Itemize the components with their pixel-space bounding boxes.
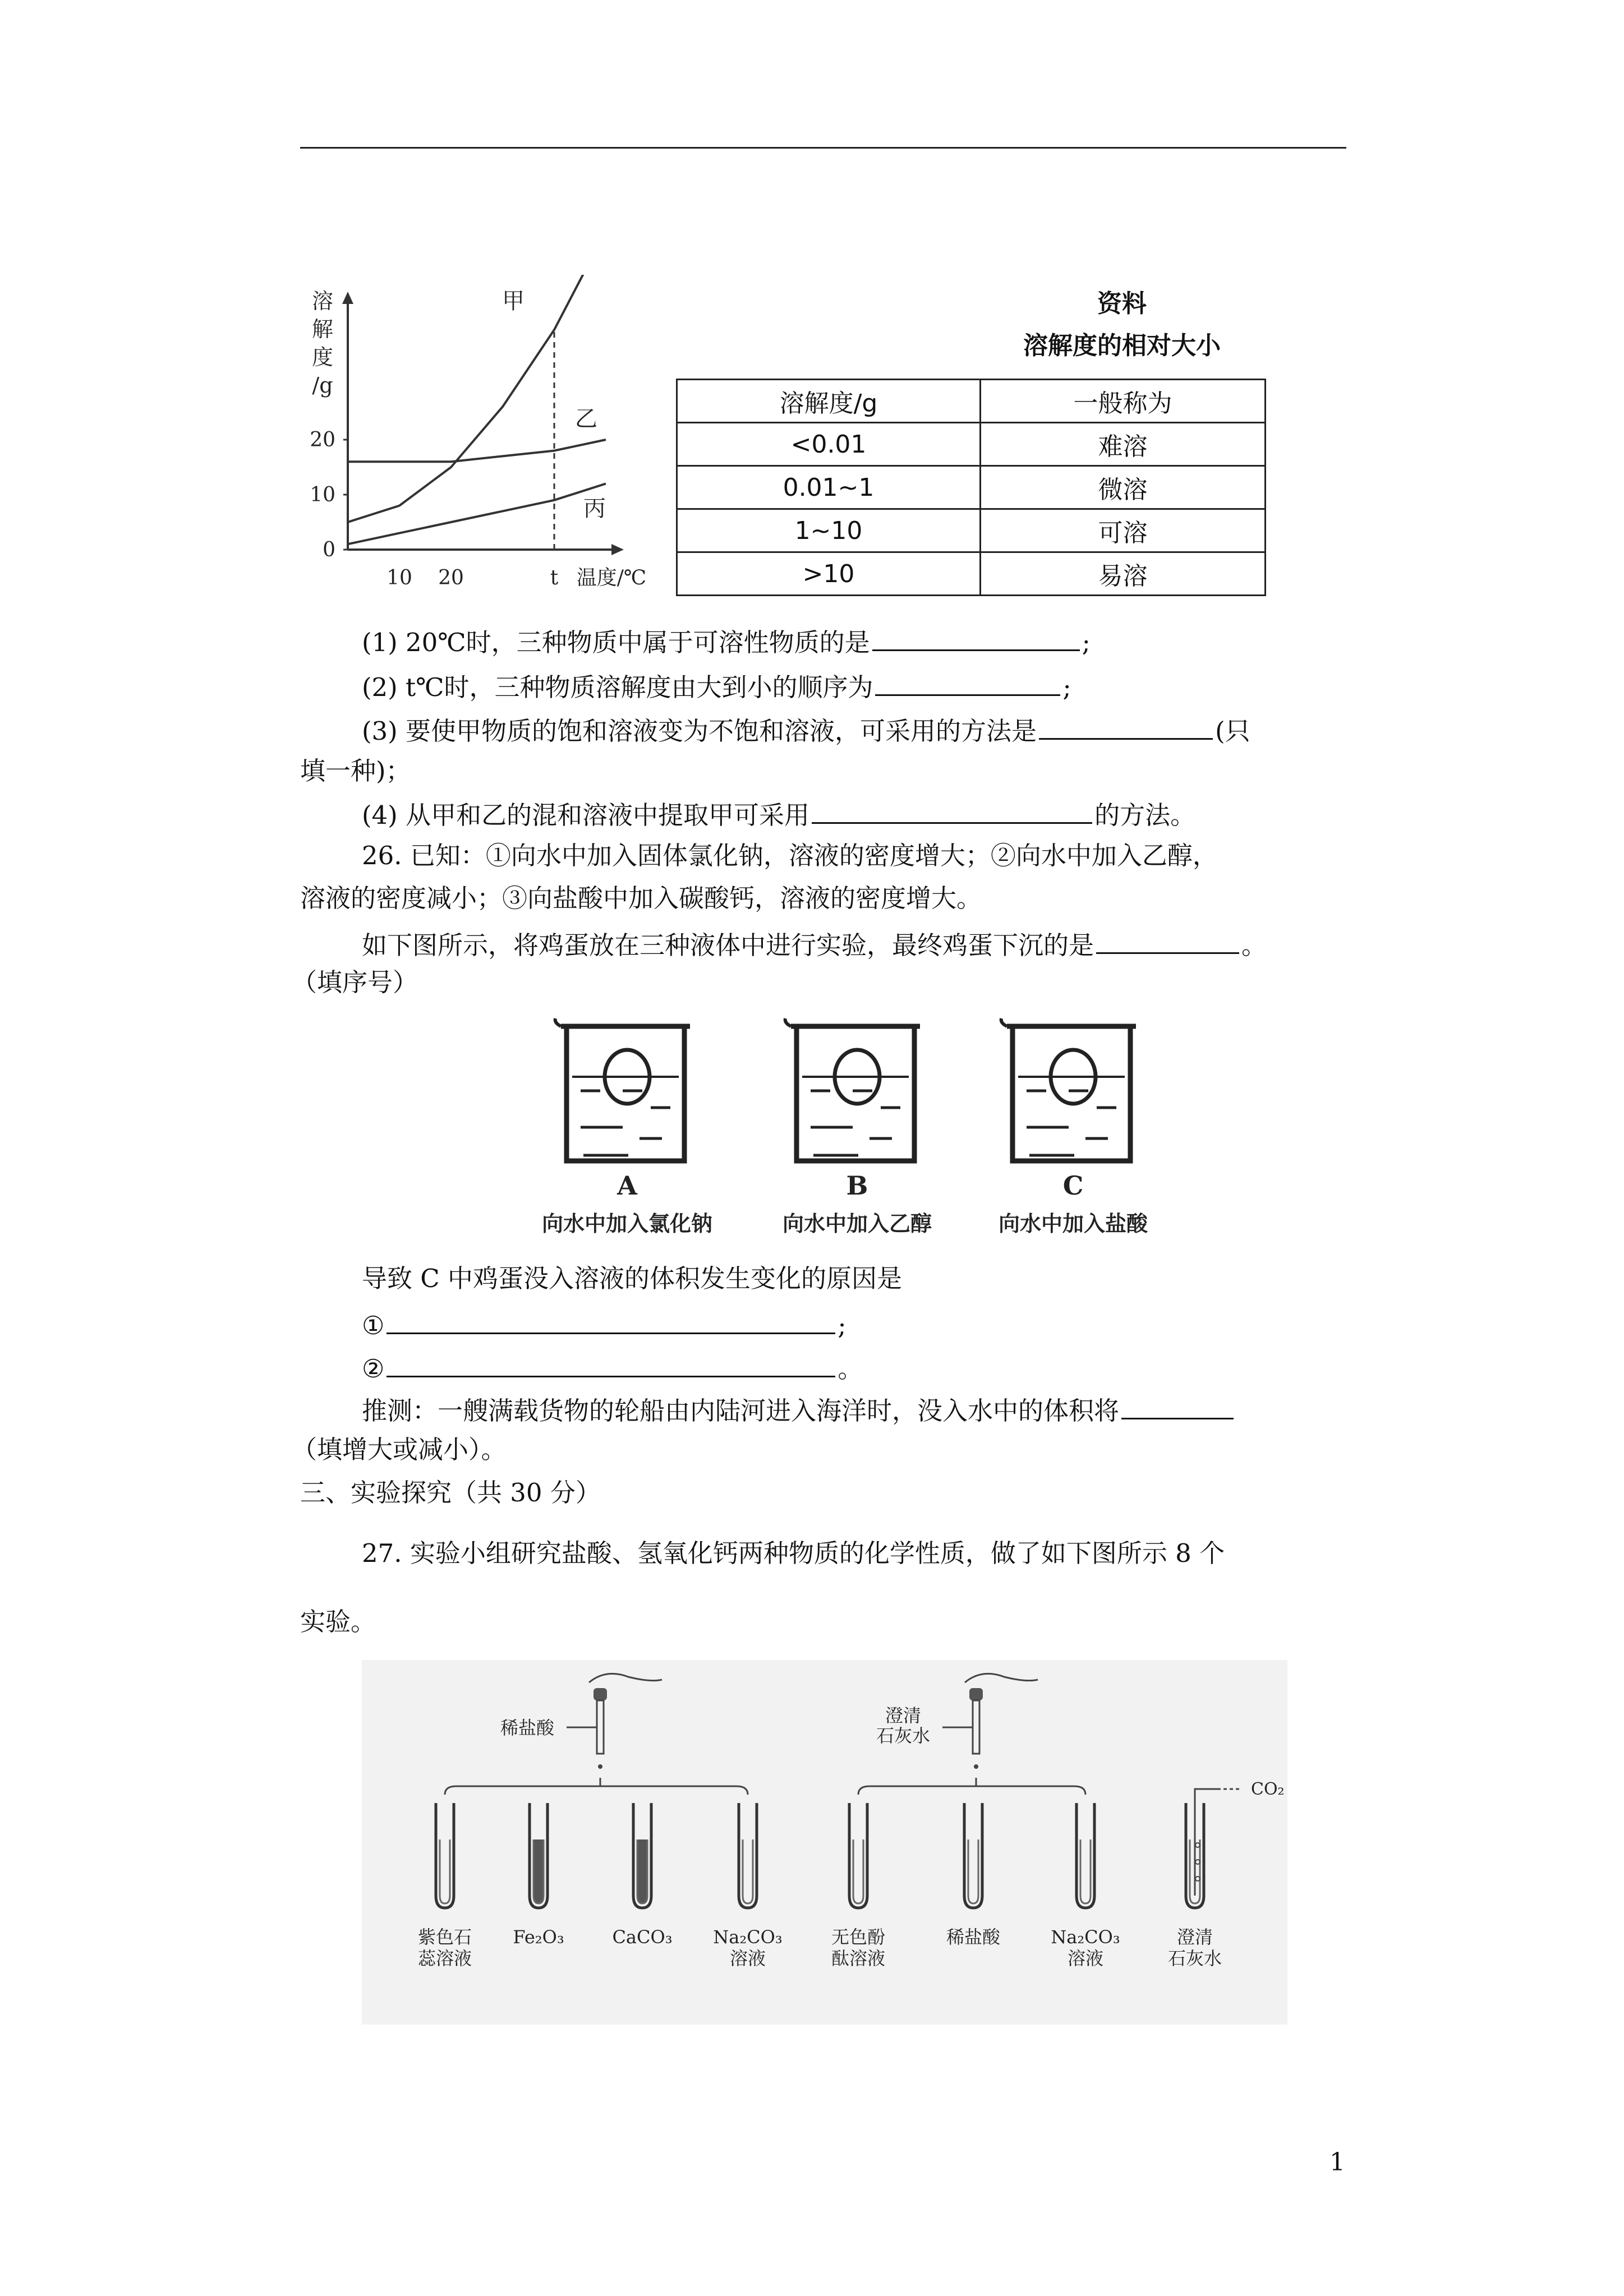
section-heading: 三、实验探究（共 30 分） — [300, 1478, 601, 1507]
header-cell: 溶解度/g — [677, 380, 981, 423]
answer-blank[interactable] — [1121, 1391, 1234, 1419]
test-tube — [436, 1803, 454, 1908]
tube-label: 无色酚 — [831, 1926, 886, 1948]
hand — [965, 1673, 1038, 1682]
dropper-bulb — [969, 1688, 983, 1700]
dropper-tube — [973, 1700, 979, 1754]
q26-reason-2: ② 。 — [362, 1349, 863, 1386]
tube-label: 稀盐酸 — [946, 1926, 1001, 1948]
q26-line4: （填序号） — [292, 967, 418, 997]
tube-label: 石灰水 — [1167, 1948, 1222, 1969]
series-line — [348, 275, 606, 522]
table-cell: 易溶 — [981, 552, 1266, 596]
table-cell: 0.01~1 — [677, 466, 981, 509]
series-label: 甲 — [502, 288, 525, 314]
y-axis-arrow — [342, 292, 353, 304]
q25-part4: (4) 从甲和乙的混和溶液中提取甲可采用 的方法。 — [362, 795, 1195, 832]
page-number: 1 — [1329, 2148, 1345, 2177]
experiment-figure — [362, 1660, 1287, 2025]
q25-part1: (1) 20℃时，三种物质中属于可溶性物质的是 ; — [362, 623, 1091, 660]
dropper-label: 稀盐酸 — [500, 1717, 555, 1739]
tube-label: Na₂CO₃ — [1051, 1926, 1120, 1948]
table-cell: 1~10 — [677, 509, 981, 552]
y-axis-label: 溶 — [311, 289, 334, 313]
beaker — [561, 1026, 690, 1161]
series-line — [348, 440, 606, 462]
q26-reason-1: ① ; — [362, 1306, 846, 1343]
answer-blank[interactable] — [387, 1349, 835, 1377]
series-label: 乙 — [575, 406, 597, 432]
table-cell: 难溶 — [981, 423, 1266, 466]
table-cell: 微溶 — [981, 466, 1266, 509]
beaker-letter: A — [617, 1170, 637, 1201]
test-tube — [964, 1803, 982, 1908]
x-tick-label: 20 — [438, 566, 464, 589]
x-axis-arrow — [611, 544, 624, 555]
answer-blank[interactable] — [387, 1306, 835, 1334]
table-cell: <0.01 — [677, 423, 981, 466]
branch-line — [858, 1778, 1085, 1795]
series-label: 丙 — [583, 496, 606, 522]
q25-part2: (2) t℃时，三种物质溶解度由大到小的顺序为 ; — [362, 667, 1071, 704]
tube-liquid — [968, 1839, 978, 1903]
beaker-caption: 向水中加入乙醇 — [782, 1211, 932, 1236]
beaker-spout — [555, 1018, 561, 1026]
y-tick-label: 10 — [310, 483, 335, 506]
beaker-letter: B — [846, 1170, 868, 1201]
answer-blank[interactable] — [872, 623, 1080, 651]
resource-title: 资料 — [1097, 289, 1147, 318]
beaker-spout — [785, 1018, 791, 1026]
dropper-bulb — [594, 1688, 607, 1700]
series-line — [348, 483, 606, 544]
solubility-table — [676, 379, 1266, 596]
tube-liquid — [1080, 1839, 1091, 1903]
answer-blank[interactable] — [875, 667, 1060, 696]
q25-part3: (3) 要使甲物质的饱和溶液变为不饱和溶液，可采用的方法是 (只 — [362, 711, 1250, 748]
tube-liquid — [743, 1839, 753, 1903]
q27-line1: 27. 实验小组研究盐酸、氢氧化钙两种物质的化学性质，做了如下图所示 8 个 — [362, 1538, 1225, 1568]
q26-infer-cont: （填增大或减小）。 — [292, 1435, 507, 1464]
tube-label: Fe₂O₃ — [513, 1926, 564, 1948]
y-axis-label: 解 — [311, 317, 334, 342]
drop — [598, 1764, 602, 1769]
tube-liquid — [637, 1839, 647, 1903]
table-cell: 可溶 — [981, 509, 1266, 552]
q26-infer: 推测：一艘满载货物的轮船由内陆河进入海洋时，没入水中的体积将 — [362, 1391, 1236, 1428]
answer-blank[interactable] — [1096, 925, 1239, 954]
tube-liquid — [533, 1839, 544, 1903]
header-cell: 一般称为 — [981, 380, 1266, 423]
branch-line — [445, 1778, 748, 1795]
hand — [589, 1673, 662, 1682]
table-row — [677, 552, 1266, 596]
tube-label: 澄清 — [1176, 1926, 1213, 1948]
beaker-caption: 向水中加入盐酸 — [998, 1211, 1148, 1236]
tube-label: 溶液 — [729, 1948, 766, 1969]
drop — [974, 1764, 978, 1769]
beaker — [1007, 1026, 1136, 1161]
test-tube — [739, 1803, 757, 1908]
y-axis-label: /g — [312, 373, 333, 398]
tube-label: 紫色石 — [417, 1926, 472, 1948]
dropper-label: 澄清 — [885, 1705, 922, 1726]
q25-part3-cont: 填一种)； — [300, 756, 411, 786]
y-tick-label: 20 — [310, 428, 335, 451]
q26-reason: 导致 C 中鸡蛋没入溶液的体积发生变化的原因是 — [362, 1264, 903, 1293]
answer-blank[interactable] — [812, 795, 1092, 824]
beaker-spout — [1001, 1018, 1007, 1026]
q26-line3: 如下图所示，将鸡蛋放在三种液体中进行实验，最终鸡蛋下沉的是 。 — [362, 925, 1267, 962]
x-tick-label: 10 — [387, 566, 412, 589]
x-axis-label: 温度/℃ — [576, 566, 647, 589]
solubility-chart — [292, 275, 673, 606]
header-rule — [300, 147, 1346, 149]
tube-label: 酞溶液 — [831, 1948, 886, 1969]
test-tube — [1076, 1803, 1094, 1908]
beaker-figure — [539, 1015, 1161, 1251]
y-axis-label: 度 — [311, 345, 334, 370]
beaker-letter: C — [1062, 1170, 1084, 1201]
tube-label: 溶液 — [1067, 1948, 1104, 1969]
delivery-tube — [1195, 1789, 1217, 1896]
tube-label: Na₂CO₃ — [713, 1926, 783, 1948]
q26-line2: 溶液的密度减小；③向盐酸中加入碳酸钙，溶液的密度增大。 — [300, 883, 982, 913]
beaker — [791, 1026, 920, 1161]
x-tick-label: t — [550, 566, 559, 589]
co2-label: CO₂ — [1251, 1779, 1285, 1799]
beaker-caption: 向水中加入氯化钠 — [541, 1211, 713, 1236]
table-header-row — [677, 380, 1266, 423]
test-tube — [849, 1803, 867, 1908]
tube-liquid — [853, 1839, 863, 1903]
table-row — [677, 509, 1266, 552]
q27-line2: 实验。 — [300, 1607, 376, 1636]
tube-liquid — [440, 1839, 450, 1903]
dropper-label: 石灰水 — [876, 1725, 931, 1746]
y-tick-label: 0 — [323, 538, 335, 561]
table-row — [677, 423, 1266, 466]
dropper-tube — [597, 1700, 604, 1754]
table-row — [677, 466, 1266, 509]
q26-line1: 26. 已知：①向水中加入固体氯化钠，溶液的密度增大；②向水中加入乙醇， — [362, 841, 1218, 870]
answer-blank[interactable] — [1039, 711, 1213, 740]
resource-subtitle: 溶解度的相对大小 — [1023, 331, 1221, 360]
tube-label: CaCO₃ — [612, 1926, 673, 1948]
table-cell: >10 — [677, 552, 981, 596]
tube-label: 蕊溶液 — [417, 1948, 472, 1969]
